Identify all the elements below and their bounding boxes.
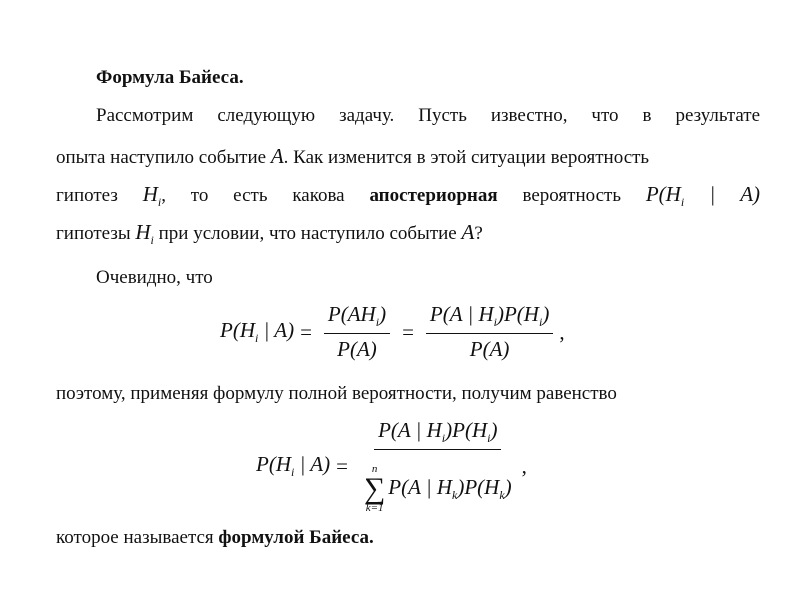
text-segment: поэтому, применяя формулу полной вероятности, получим равенство bbox=[56, 383, 617, 404]
word: Рассмотрим bbox=[96, 105, 194, 126]
summation-sign bbox=[364, 464, 385, 514]
fraction-denominator bbox=[360, 450, 516, 514]
text-segment: при условии, что наступило событие bbox=[153, 223, 462, 244]
math-sub-i: i bbox=[680, 195, 685, 209]
comma: , bbox=[559, 319, 565, 344]
word: результате bbox=[675, 105, 761, 126]
math-expr-end: ) bbox=[379, 302, 387, 326]
text-segment: Очевидно, что bbox=[96, 267, 213, 288]
math-sub-i: i bbox=[291, 465, 295, 479]
equals-sign: = bbox=[402, 319, 414, 344]
word: Пусть bbox=[418, 105, 467, 126]
comma: , bbox=[521, 453, 527, 478]
text-segment: . Как изменится в этой ситуации вероятность bbox=[283, 147, 650, 168]
formula-lhs bbox=[256, 452, 330, 480]
math-expr-end: ) bbox=[542, 302, 550, 326]
math-expr-start: P(A | H bbox=[429, 302, 494, 326]
bold-term: апостериорная bbox=[369, 185, 498, 206]
math-expr-end: | A) bbox=[258, 318, 295, 342]
word: следующую bbox=[217, 105, 316, 126]
math-sub-k: k bbox=[452, 488, 458, 502]
math-h-i bbox=[142, 182, 166, 209]
math-expr-mid: )P(H bbox=[496, 302, 539, 326]
equals-sign: = bbox=[300, 319, 312, 344]
paragraph-1-line-2 bbox=[56, 144, 760, 170]
question-mark: ? bbox=[474, 223, 483, 244]
equals-sign: = bbox=[336, 453, 348, 478]
math-sub-i: i bbox=[375, 315, 380, 329]
formula-lhs bbox=[220, 318, 294, 346]
math-sub-i: i bbox=[157, 195, 162, 209]
paragraph-1-line-4 bbox=[56, 220, 760, 252]
word: то bbox=[190, 185, 209, 206]
formula-bayes-definition bbox=[220, 302, 565, 362]
fraction-2 bbox=[426, 302, 553, 362]
text-segment: гипотезы bbox=[56, 223, 136, 244]
math-expr-start: P(H bbox=[256, 452, 291, 476]
math-expr-end: ) bbox=[490, 418, 498, 442]
formula-bayes bbox=[256, 418, 527, 514]
fraction-numerator bbox=[374, 418, 501, 450]
word: вероятность bbox=[522, 185, 622, 206]
math-expr-start: P(AH bbox=[327, 302, 376, 326]
paragraph-4 bbox=[56, 526, 760, 550]
word: что bbox=[591, 105, 619, 126]
word: в bbox=[642, 105, 652, 126]
word: какова bbox=[292, 185, 345, 206]
section-title bbox=[96, 66, 760, 90]
math-expr-start: P(A | H bbox=[378, 418, 442, 442]
math-p-hi-a bbox=[645, 182, 761, 209]
fraction-1 bbox=[324, 302, 390, 362]
math-expr-mid: )P(H bbox=[445, 418, 488, 442]
sum-upper-limit: n bbox=[371, 463, 378, 475]
text-segment: опыта наступило событие bbox=[56, 147, 271, 168]
text-segment: гипотез bbox=[56, 185, 118, 206]
paragraph-2 bbox=[96, 266, 760, 290]
word: есть bbox=[233, 185, 268, 206]
math-expr-end: ) bbox=[504, 475, 512, 499]
sum-expression bbox=[364, 464, 512, 514]
fraction-denominator: P(A) bbox=[469, 337, 510, 361]
math-sub-i: i bbox=[441, 431, 446, 445]
paragraph-1-line-1 bbox=[96, 104, 760, 128]
fraction-numerator bbox=[324, 302, 390, 334]
math-sub-i: i bbox=[538, 315, 543, 329]
math-expr-end: | A) bbox=[684, 182, 761, 206]
bold-term: формулой Байеса. bbox=[218, 527, 374, 548]
sum-term bbox=[388, 475, 511, 503]
math-expr-start: P(H bbox=[645, 182, 681, 206]
word: задачу. bbox=[339, 105, 395, 126]
comma: , bbox=[161, 185, 166, 206]
math-var-a: A bbox=[461, 220, 475, 244]
text-segment: которое называется bbox=[56, 527, 219, 548]
math-var-a: A bbox=[270, 144, 284, 168]
fraction-denominator: P(A) bbox=[337, 337, 377, 361]
sum-lower-limit: k=1 bbox=[365, 502, 384, 514]
math-expr-end: | A) bbox=[294, 452, 331, 476]
fraction-numerator bbox=[426, 302, 553, 334]
math-sub-i: i bbox=[493, 315, 497, 329]
math-sub-i: i bbox=[150, 233, 154, 247]
title-text: Формула Байеса. bbox=[96, 67, 244, 88]
math-expr-mid: )P(H bbox=[457, 475, 500, 499]
paragraph-3 bbox=[56, 382, 760, 406]
math-sub-i: i bbox=[255, 331, 259, 345]
math-sub-k: k bbox=[499, 488, 505, 502]
math-expr-start: P(A | H bbox=[388, 475, 453, 499]
sigma-symbol: ∑ bbox=[363, 472, 386, 505]
math-var-h: H bbox=[142, 182, 158, 206]
math-var-h: H bbox=[135, 220, 151, 244]
math-sub-i: i bbox=[487, 431, 491, 445]
math-expr-start: P(H bbox=[220, 318, 255, 342]
paragraph-1-line-3 bbox=[56, 182, 760, 214]
fraction-bayes bbox=[360, 418, 516, 514]
word: известно, bbox=[490, 105, 568, 126]
